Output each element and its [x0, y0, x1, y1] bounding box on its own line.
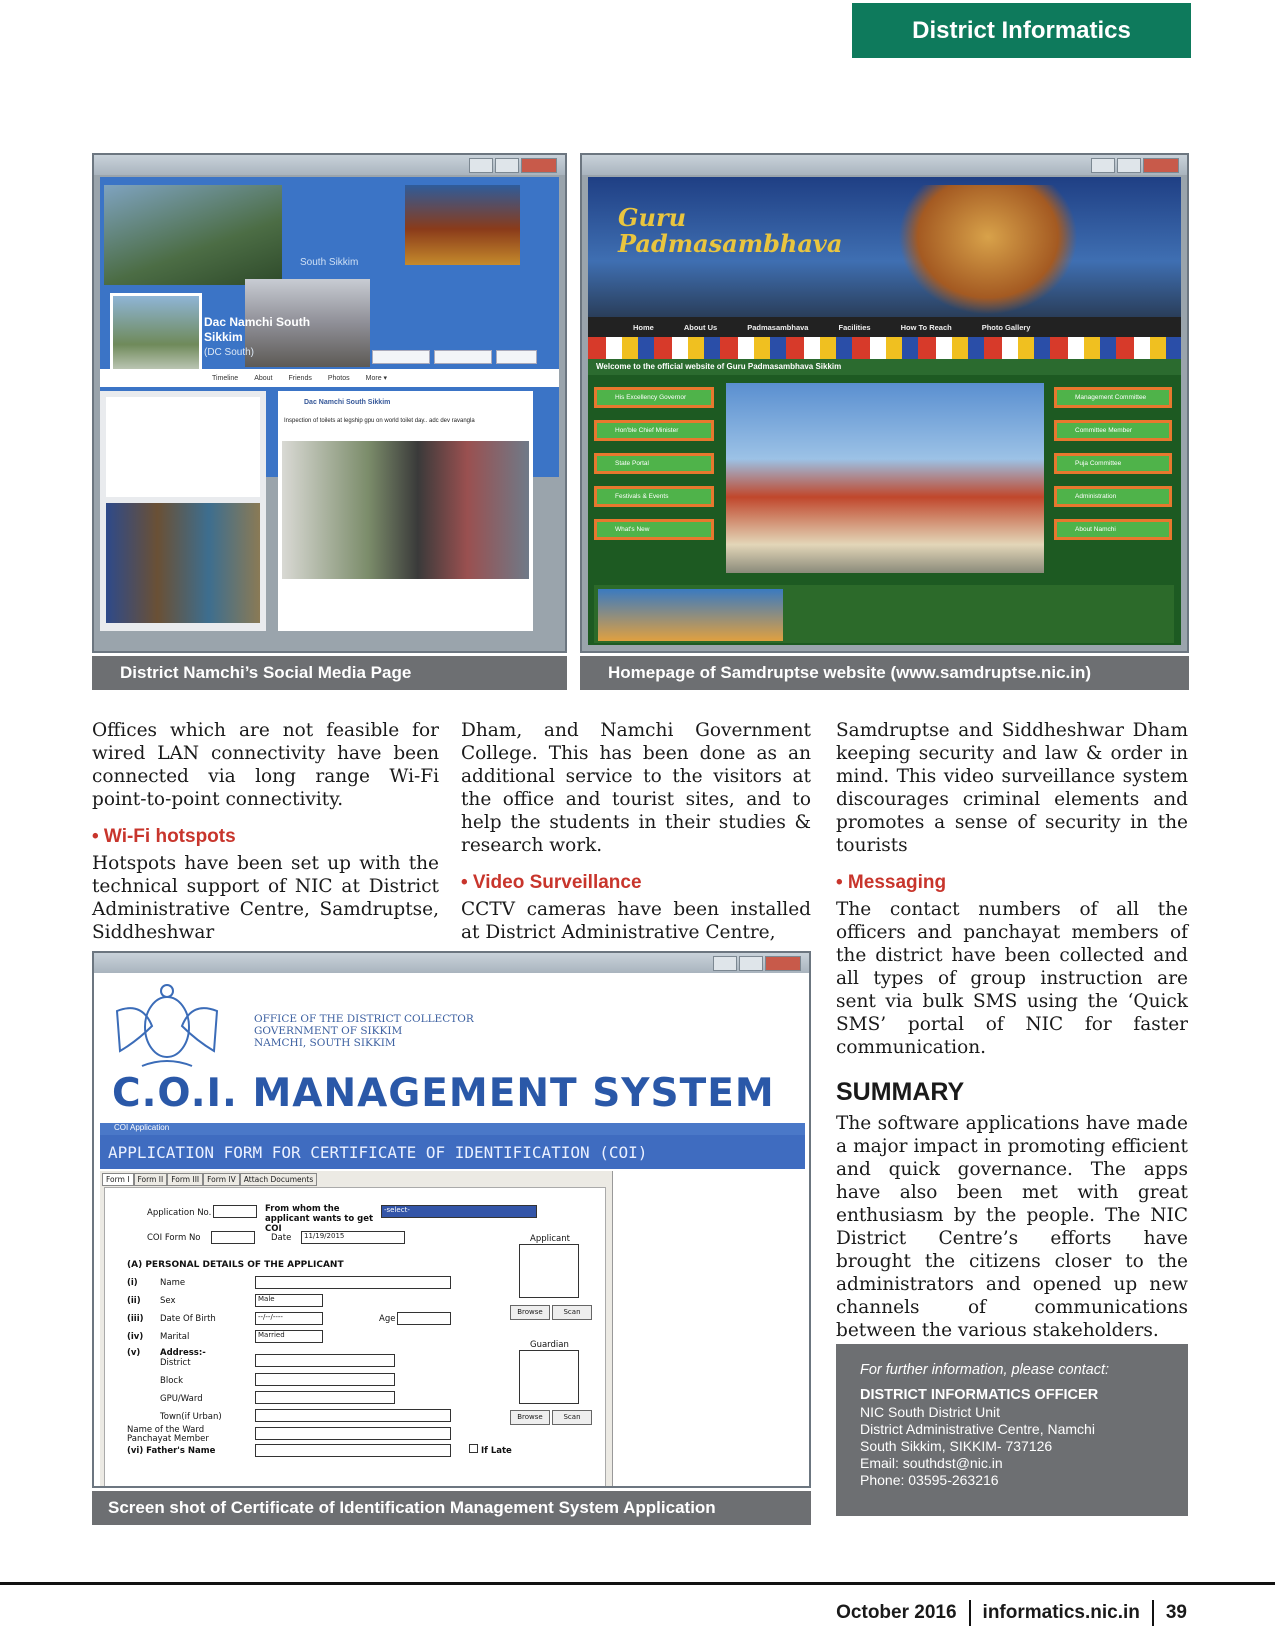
samdruptse-caption: Homepage of Samdruptse website (www.samdruptse.nic.in)	[580, 656, 1189, 690]
sex-select[interactable]	[255, 1294, 323, 1307]
menu-puja[interactable]: Puja Committee	[1054, 453, 1172, 474]
cover-photo-hills	[104, 185, 282, 285]
footer-separator	[969, 1600, 971, 1626]
block-select[interactable]	[255, 1373, 395, 1386]
address-gpu-label: GPU/Ward	[160, 1394, 203, 1404]
field-label-dob: Date Of Birth	[160, 1314, 216, 1324]
col1-para1: Offices which are not feasible for wired LAN connectivity have been connected via long range Wi-Fi point-to-point connectivity.	[92, 720, 439, 810]
menu-festivals[interactable]: Festivals & Events	[594, 486, 714, 507]
dob-value: --/--/----	[258, 1313, 283, 1321]
office-line-2: GOVERNMENT OF SIKKIM	[254, 1025, 403, 1037]
menu-committee-member[interactable]: Committee Member	[1054, 420, 1172, 441]
summary-heading: SUMMARY	[836, 1078, 965, 1106]
tab-photos[interactable]: Photos	[327, 374, 350, 382]
menu-about-namchi[interactable]: About Namchi	[1054, 519, 1172, 540]
footer	[836, 1600, 1187, 1626]
menu-management[interactable]: Management Committee	[1054, 387, 1172, 408]
dob-input[interactable]	[255, 1312, 323, 1325]
column-1	[92, 719, 439, 944]
age-label: Age	[379, 1314, 396, 1324]
minimize-icon	[469, 158, 493, 173]
office-line-1: OFFICE OF THE DISTRICT COLLECTOR	[254, 1013, 474, 1025]
coi-form-title-bar	[100, 1135, 805, 1169]
page-name: Dac Namchi South Sikkim	[204, 315, 311, 344]
marital-value: Married	[258, 1331, 285, 1339]
contact-title: DISTRICT INFORMATICS OFFICER	[860, 1387, 1099, 1403]
field-label-sex: Sex	[160, 1296, 176, 1306]
column-2	[461, 719, 811, 944]
address-block-label: Block	[160, 1376, 183, 1386]
district-select[interactable]	[255, 1354, 395, 1367]
coi-form-title: APPLICATION FORM FOR CERTIFICATE OF IDENTIFICATION (COI)	[108, 1142, 648, 1162]
cover-photo-temple	[405, 185, 520, 265]
ward-member-label: Name of the Ward Panchayat Member	[127, 1425, 209, 1444]
right-menu	[1054, 387, 1172, 540]
coi-caption: Screen shot of Certificate of Identification Management System Application	[92, 1491, 811, 1525]
nav-home[interactable]: Home	[633, 322, 654, 332]
post-author: Dac Namchi South Sikkim	[304, 399, 391, 406]
bottom-content	[594, 585, 1174, 643]
guardian-scan-button[interactable]: Scan	[552, 1410, 592, 1425]
application-no-input[interactable]	[213, 1205, 257, 1218]
father-name-label: (vi) Father's Name	[127, 1446, 216, 1456]
field-label-marital: Marital	[160, 1332, 190, 1342]
menu-chief-minister[interactable]: Hon'ble Chief Minister	[594, 420, 714, 441]
fb-tabs[interactable]	[100, 369, 559, 387]
tab-about[interactable]: About	[254, 374, 273, 382]
date-label: Date	[271, 1233, 292, 1243]
temple-photo	[726, 383, 1044, 573]
video-surveillance-heading: • Video Surveillance	[461, 872, 642, 893]
cover-text: South Sikkim	[300, 257, 359, 268]
samdruptse-screenshot	[580, 153, 1189, 653]
coi-window-label-text: COI Application	[114, 1123, 170, 1132]
window-titlebar	[94, 155, 565, 175]
coi-form-body	[104, 1187, 606, 1488]
guardian-browse-button[interactable]: Browse	[510, 1410, 550, 1425]
wifi-hotspots-heading: • Wi-Fi hotspots	[92, 826, 236, 847]
maximize-icon	[495, 158, 519, 173]
prayer-flags	[588, 337, 1181, 359]
gpu-select[interactable]	[255, 1391, 395, 1404]
emblem-icon	[112, 981, 222, 1073]
footer-rule	[0, 1582, 1275, 1585]
menu-state-portal[interactable]: State Portal	[594, 453, 714, 474]
footer-separator	[1152, 1600, 1154, 1626]
field-label-name: Name	[160, 1278, 186, 1288]
coi-tabs[interactable]	[102, 1173, 317, 1186]
fb-caption: District Namchi’s Social Media Page	[92, 656, 567, 690]
maximize-icon	[1117, 158, 1141, 173]
field-num-1: (i)	[127, 1278, 138, 1288]
if-late-label: If Late	[481, 1446, 512, 1456]
col3-para2: The contact numbers of all the officers and panchayat members of the district have been collected and all types of group instruction are sent via bulk SMS using the ‘Quick SMS’ portal of NIC for faster communication.	[836, 899, 1188, 1058]
marital-select[interactable]	[255, 1330, 323, 1343]
coi-title: C.O.I. MANAGEMENT SYSTEM	[112, 1071, 775, 1116]
facebook-screenshot	[92, 153, 567, 653]
contact-intro: For further information, please contact:	[860, 1362, 1110, 1378]
post-photo	[282, 441, 529, 579]
tab-form-3[interactable]: Form III	[167, 1173, 203, 1186]
applicant-photo-box	[519, 1244, 579, 1298]
close-icon	[765, 956, 801, 971]
age-input[interactable]	[397, 1312, 451, 1325]
contact-line-1: NIC South District Unit	[860, 1404, 1001, 1420]
date-input[interactable]	[301, 1231, 405, 1244]
fb-action-buttons[interactable]	[372, 350, 537, 364]
nav-how-to-reach[interactable]: How To Reach	[900, 322, 952, 332]
post-text: Inspection of toilets at legship gpu on world toilet day.. adc dev ravangla	[284, 418, 475, 424]
coi-screenshot	[92, 951, 811, 1488]
window-titlebar	[582, 155, 1187, 175]
tab-attach[interactable]: Attach Documents	[240, 1173, 318, 1186]
tab-form-1[interactable]: Form I	[102, 1173, 134, 1186]
site-nav[interactable]	[588, 317, 1181, 337]
fb-cover	[100, 177, 559, 477]
statue-image	[898, 185, 1078, 315]
tab-form-2[interactable]: Form II	[134, 1173, 168, 1186]
section-header: District Informatics	[852, 3, 1191, 58]
coi-form-panel	[100, 1171, 613, 1488]
left-menu	[594, 387, 714, 540]
nav-photo-gallery[interactable]: Photo Gallery	[981, 322, 1031, 332]
address-town-label: Town(if Urban)	[160, 1412, 222, 1422]
coi-form-no-select[interactable]	[211, 1231, 255, 1244]
date-value: 11/19/2015	[304, 1232, 345, 1240]
applicant-label: Applicant	[530, 1234, 570, 1244]
name-input[interactable]	[255, 1276, 451, 1289]
contact-phone: Phone: 03595-263216	[860, 1472, 999, 1488]
nav-facilities[interactable]: Facilities	[838, 322, 871, 332]
if-late-checkbox[interactable]	[469, 1444, 512, 1456]
contact-box	[836, 1344, 1188, 1516]
office-line-3: NAMCHI, SOUTH SIKKIM	[254, 1037, 396, 1049]
site-title: Guru Padmasambhava	[618, 203, 843, 258]
contact-line-3: South Sikkim, SIKKIM- 737126	[860, 1438, 1053, 1454]
coi-form-no-label: COI Form No	[147, 1233, 201, 1243]
fb-post	[278, 391, 533, 631]
ward-member-input[interactable]	[255, 1427, 451, 1440]
section-a-label: (A) PERSONAL DETAILS OF THE APPLICANT	[127, 1260, 344, 1270]
guardian-photo-box	[519, 1350, 579, 1404]
close-icon	[1143, 158, 1179, 173]
window-titlebar	[94, 953, 809, 973]
contact-email[interactable]: Email: southdst@nic.in	[860, 1455, 1003, 1471]
applicant-scan-button[interactable]: Scan	[552, 1305, 592, 1320]
guardian-label: Guardian	[530, 1340, 569, 1350]
father-name-input[interactable]	[255, 1444, 451, 1457]
column-3	[836, 719, 1188, 1342]
fb-left-column	[100, 391, 266, 631]
welcome-bar: Welcome to the official website of Guru Padmasambhava Sikkim	[588, 359, 1181, 375]
from-whom-value: -select-	[384, 1206, 410, 1214]
page-number: 39	[1165, 1602, 1187, 1623]
field-label-address: Address:-	[160, 1348, 206, 1358]
site-banner	[588, 177, 1181, 317]
contact-line-2: District Administrative Centre, Namchi	[860, 1421, 1095, 1437]
sex-value: Male	[258, 1295, 275, 1303]
messaging-heading: • Messaging	[836, 872, 947, 893]
address-district-label: District	[160, 1358, 191, 1368]
menu-governor[interactable]: His Excellency Governor	[594, 387, 714, 408]
tab-friends[interactable]: Friends	[288, 374, 312, 382]
minimize-icon	[1091, 158, 1115, 173]
coi-window-label	[100, 1123, 805, 1135]
minimize-icon	[713, 956, 737, 971]
application-no-label: Application No.	[147, 1208, 212, 1218]
field-num-2: (ii)	[127, 1296, 141, 1306]
maximize-icon	[739, 956, 763, 971]
close-icon	[521, 158, 557, 173]
menu-administration[interactable]: Administration	[1054, 486, 1172, 507]
tab-form-4[interactable]: Form IV	[203, 1173, 240, 1186]
col1-para2: Hotspots have been set up with the technical support of NIC at District Administrative Centre, Samdruptse, Siddheshwar	[92, 853, 439, 943]
summary-text: The software applications have made a major impact in promoting efficient and quick governance. The apps have also been met with great enthusiasm by the people. The NIC District Centre’s efforts have brought the citizens closer to the administrators and opened up new channels of communications between the various stakeholders.	[836, 1113, 1188, 1341]
nav-about[interactable]: About Us	[683, 322, 718, 332]
applicant-browse-button[interactable]: Browse	[510, 1305, 550, 1320]
col2-para1: Dham, and Namchi Government College. This has been done as an additional service to the visitors at the office and tourist sites, and to help the students in their studies & research work.	[461, 720, 811, 856]
field-num-5: (v)	[127, 1348, 141, 1358]
field-num-4: (iv)	[127, 1332, 144, 1342]
col3-para1: Samdruptse and Siddheshwar Dham keeping security and law & order in mind. This video surveillance system discourages criminal elements and promotes a sense of security in the tourists	[836, 720, 1188, 856]
from-whom-label: From whom the applicant wants to get COI	[265, 1204, 374, 1234]
nav-padmasambhava[interactable]: Padmasambhava	[747, 322, 809, 332]
page-sub: (DC South)	[204, 347, 255, 358]
footer-site[interactable]: informatics.nic.in	[982, 1602, 1140, 1623]
from-whom-select[interactable]	[381, 1205, 537, 1218]
field-num-3: (iii)	[127, 1314, 144, 1324]
col2-para2: CCTV cameras have been installed at District Administrative Centre,	[461, 899, 811, 943]
site-body	[588, 375, 1181, 645]
tab-more[interactable]: More ▾	[365, 375, 388, 382]
town-input[interactable]	[255, 1409, 451, 1422]
footer-date: October 2016	[836, 1602, 957, 1623]
tab-timeline[interactable]: Timeline	[212, 374, 239, 382]
menu-whats-new[interactable]: What's New	[594, 519, 714, 540]
